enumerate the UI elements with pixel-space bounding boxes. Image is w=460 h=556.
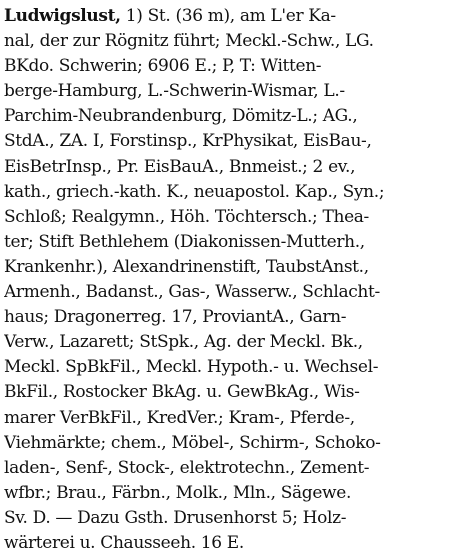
- entry-line-11: Krankenhr.), Alexandrinenstift, TaubstAnst.,: [4, 256, 369, 277]
- entry-line-9: Schloß; Realgymn., Höh. Töchtersch.; Thea-: [4, 206, 369, 227]
- entry-line-19: laden-, Senf-, Stock-, elektrotechn., Zement-: [4, 457, 370, 478]
- entry-line-18: Viehmärkte; chem., Möbel-, Schirm-, Schoko-: [4, 432, 381, 453]
- entry-line-22: wärterei u. Chausseeh. 16 E.: [4, 532, 244, 553]
- entry-line-1-text: 1) St. (36 m), am L'er Ka-: [120, 6, 336, 26]
- entry-line-1: [4, 4, 456, 29]
- entry-line-4: berge-Hamburg, L.-Schwerin-Wismar, L.-: [4, 81, 345, 102]
- entry-headword: Ludwigslust,: [4, 6, 121, 26]
- entry-line-7: EisBetrInsp., Pr. EisBauA., Bnmeist.; 2 ev.,: [4, 156, 356, 177]
- entry-line-10: ter; Stift Bethlehem (Diakonissen-Mutterh.,: [4, 231, 365, 252]
- entry-line-5: Parchim-Neubrandenburg, Dömitz-L.; AG.,: [4, 106, 358, 127]
- entry-line-6: StdA., ZA. I, Forstinsp., KrPhysikat, EisBau-,: [4, 131, 372, 152]
- entry-line-3: BKdo. Schwerin; 6906 E.; P, T: Witten-: [4, 56, 322, 77]
- entry-line-20: wfbr.; Brau., Färbn., Molk., Mln., Sägewe.: [4, 482, 352, 503]
- entry-line-21: Sv. D. — Dazu Gsth. Drusenhorst 5; Holz-: [4, 507, 347, 528]
- entry-line-8: kath., griech.-kath. K., neuapostol. Kap., Syn.;: [4, 181, 385, 202]
- entry-line-14: Verw., Lazarett; StSpk., Ag. der Meckl. Bk.,: [4, 332, 363, 353]
- entry-line-15: Meckl. SpBkFil., Meckl. Hypoth.- u. Wechsel-: [4, 357, 379, 378]
- entry-line-16: BkFil., Rostocker BkAg. u. GewBkAg., Wis-: [4, 382, 360, 403]
- entry-line-17: marer VerBkFil., KredVer.; Kram-, Pferde-,: [4, 407, 355, 428]
- entry-line-2: nal, der zur Rögnitz führt; Meckl.-Schw., LG.: [4, 31, 374, 52]
- entry-line-13: haus; Dragonerreg. 17, ProviantA., Garn-: [4, 307, 347, 328]
- entry-line-12: Armenh., Badanst., Gas-, Wasserw., Schlacht-: [4, 282, 380, 303]
